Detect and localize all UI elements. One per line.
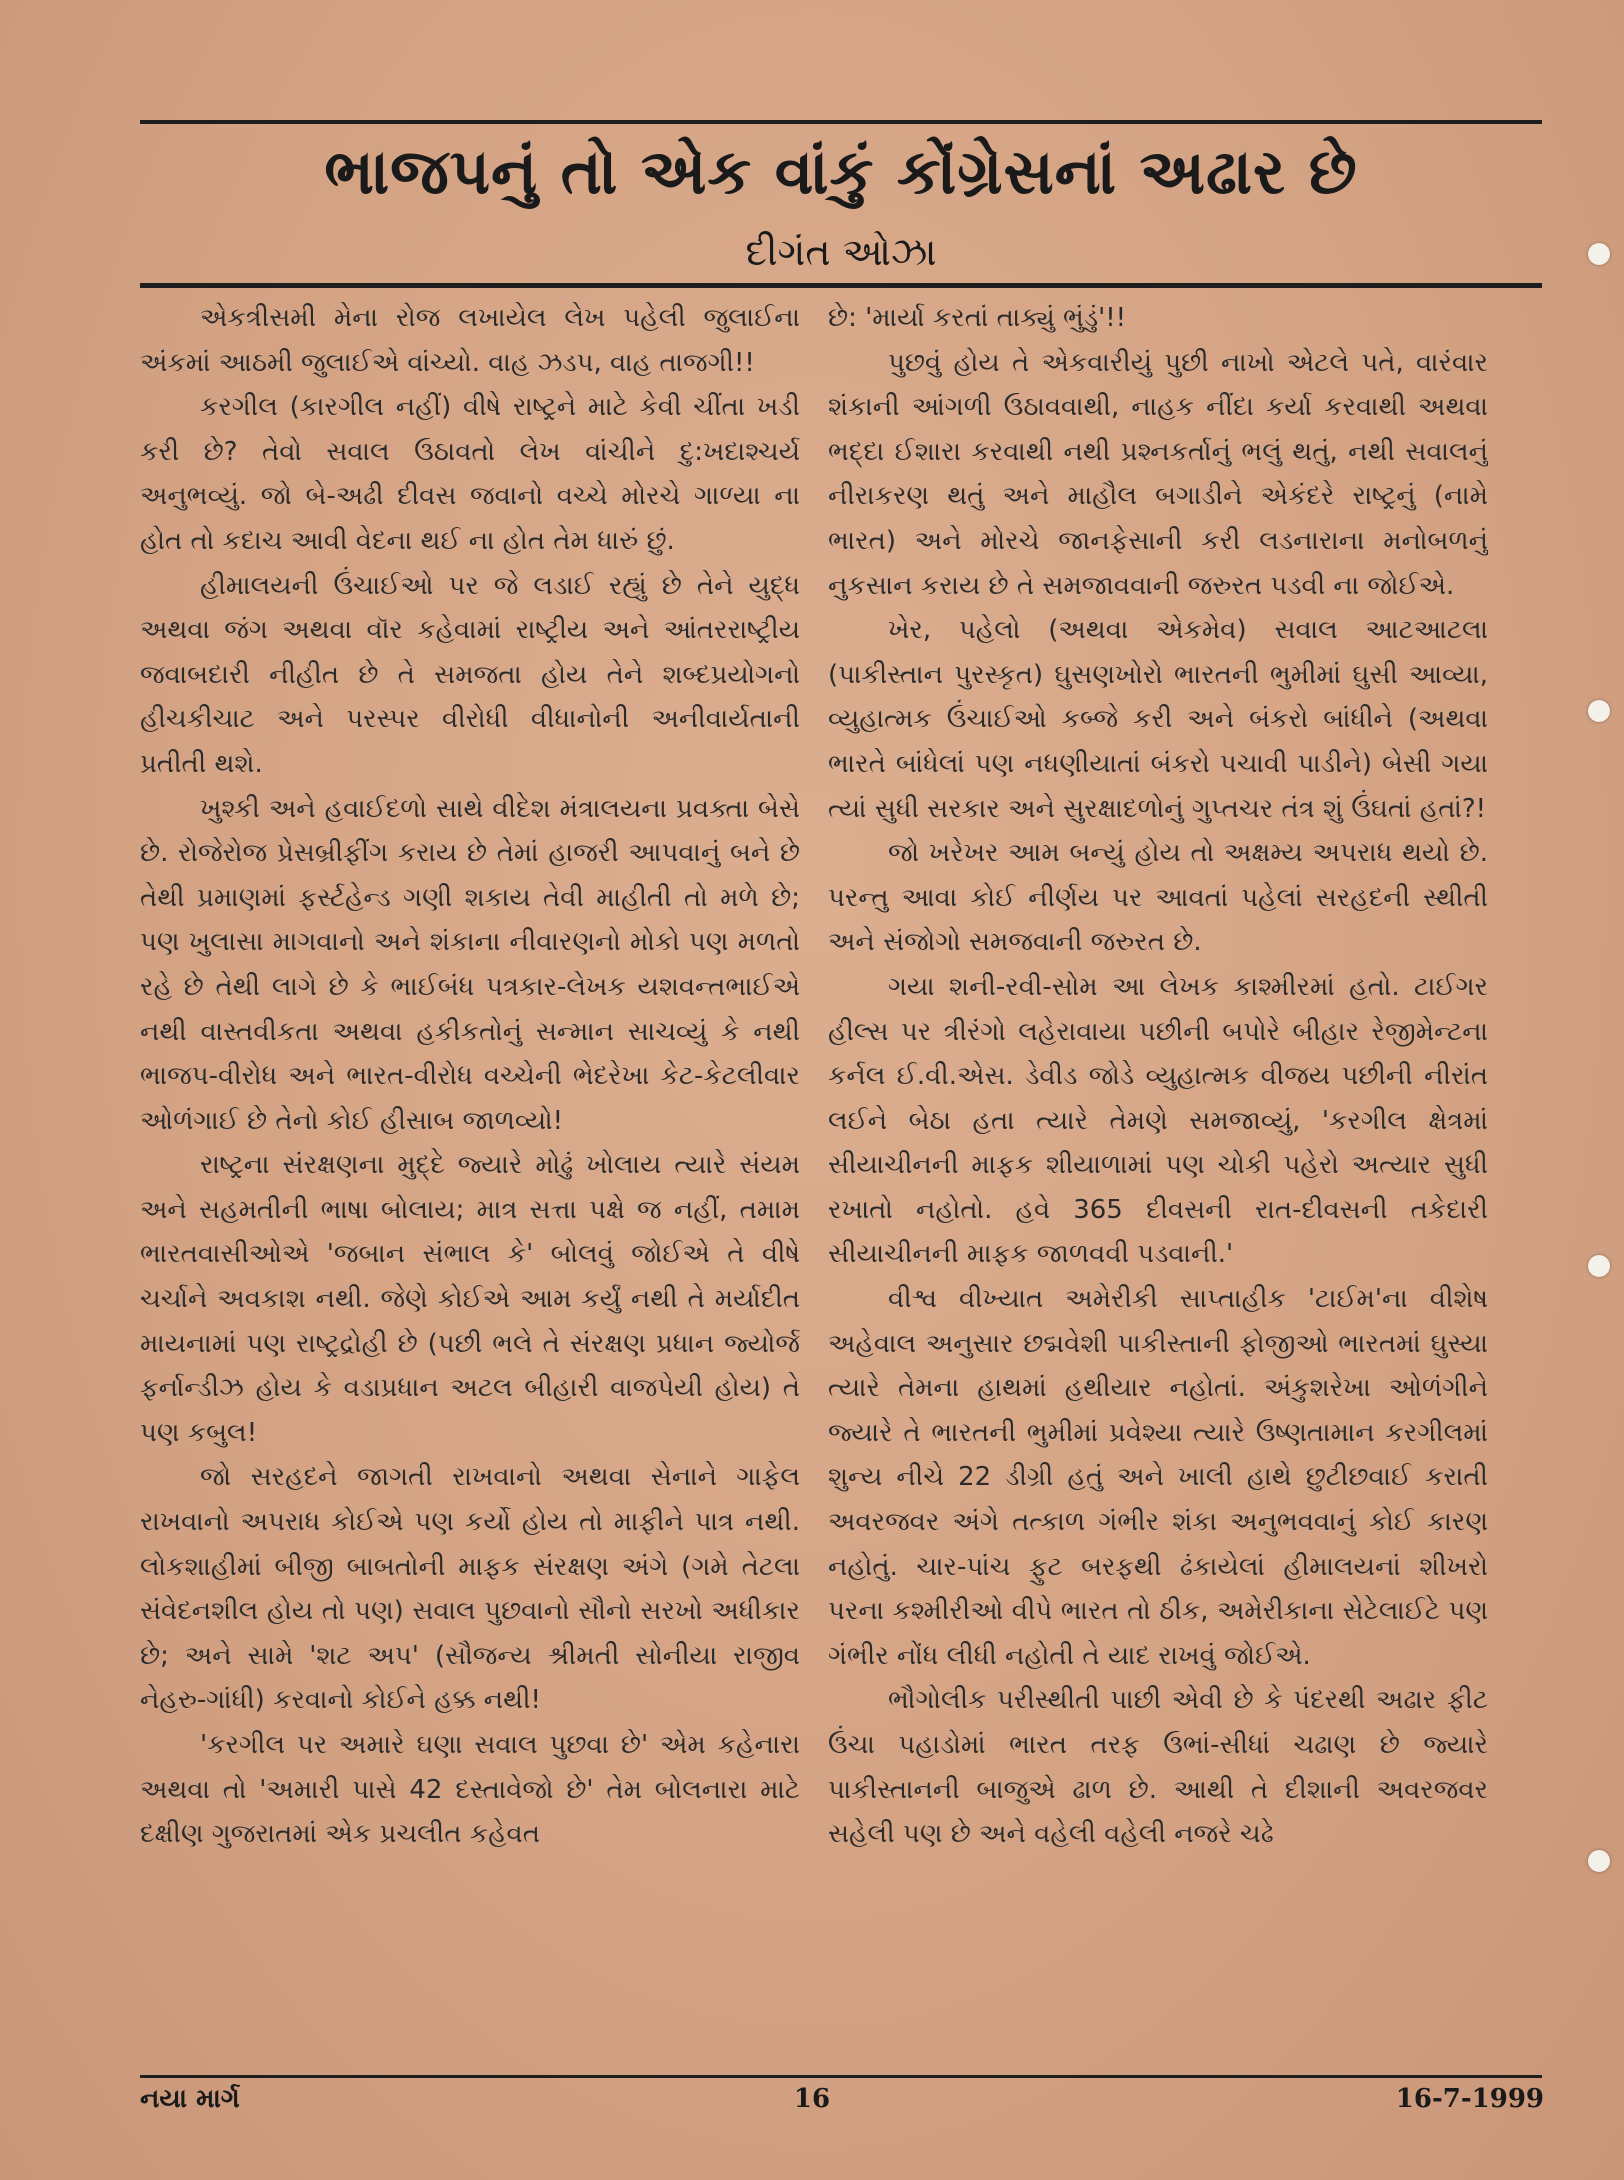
paragraph: એકત્રીસમી મેના રોજ લખાયેલ લેખ પહેલી જુલાઈના અંકમાં આઠમી જુલાઈએ વાંચ્યો. વાહ ઝડપ, વાહ તાજગી!! <box>140 303 800 378</box>
left-column <box>140 296 800 2066</box>
paragraph: ગયા શની-રવી-સોમ આ લેખક કાશ્મીરમાં હતો. ટાઈગર હીલ્સ પર ત્રીરંગો લહેરાવાયા પછીની બપોરે બીહાર રેજીમેન્ટના કર્નલ ઈ.વી.એસ. ડેવીડ જોડે વ્યુહાત્મક વીજય પછીની નીરાંત લઈને બેઠા હતા ત્યારે તેમણે સમજાવ્યું, 'કરગીલ ક્ષેત્રમાં સીયાચીનની માફક શીયાળામાં પણ ચોકી પહેરો અત્યાર સુધી રખાતો નહોતો. હવે 365 દીવસની રાત-દીવસની તકેદારી સીયાચીનની માફક જાળવવી પડવાની.' <box>828 971 1488 1270</box>
paragraph: કરગીલ (કારગીલ નહીં) વીષે રાષ્ટ્રને માટે કેવી ચીંતા ખડી કરી છે? તેવો સવાલ ઉઠાવતો લેખ વાંચીને દુ:ખદાશ્ચર્ય અનુભવ્યું. જો બે-અઢી દીવસ જવાનો વચ્ચે મોરચે ગાળ્યા ના હોત તો કદાચ આવી વેદના થઈ ના હોત તેમ ધારું છું. <box>140 392 800 556</box>
top-rule <box>140 120 1542 124</box>
paragraph: હીમાલયની ઉંચાઈઓ પર જે લડાઈ રહ્યું છે તેને યુદ્ધ અથવા જંગ અથવા વૉર કહેવામાં રાષ્ટ્રીય અને આંતરરાષ્ટ્રીય જવાબદારી નીહીત છે તે સમજતા હોય તેને શબ્દપ્રયોગનો હીચકીચાટ અને પરસ્પર વીરોધી વીધાનોની અનીવાર્યતાની પ્રતીતી થશે. <box>140 570 800 779</box>
article-title: ભાજપનું તો એક વાંકું કોંગ્રેસનાં અઢાર છે <box>324 135 1358 208</box>
paragraph: છે: 'માર્યા કરતાં તાક્યું ભુંડું'!! <box>828 303 1127 333</box>
binding-hole <box>1588 243 1610 265</box>
article-author: દીગંત ઓઝા <box>745 230 937 274</box>
paragraph: જો સરહદને જાગતી રાખવાનો અથવા સેનાને ગાફેલ રાખવાનો અપરાધ કોઈએ પણ કર્યો હોય તો માફીને પાત્ર નથી. લોકશાહીમાં બીજી બાબતોની માફક સંરક્ષણ અંગે (ગમે તેટલા સંવેદનશીલ હોય તો પણ) સવાલ પુછવાનો સૌનો સરખો અધીકાર છે; અને સામે 'શટ અપ' (સૌજન્ય શ્રીમતી સોનીયા રાજીવ નેહરુ-ગાંધી) કરવાનો કોઈને હક્ક નથી! <box>140 1462 800 1716</box>
binding-hole <box>1588 1850 1610 1872</box>
paragraph: ભૌગોલીક પરીસ્થીતી પાછી એવી છે કે પંદરથી અઢાર ફીટ ઉંચા પહાડોમાં ભારત તરફ ઉભાં-સીધાં ચઢાણ છે જ્યારે પાકીસ્તાનની બાજુએ ઢાળ છે. આથી તે દીશાની અવરજવર સહેલી પણ છે અને વહેલી વહેલી નજરે ચઢે <box>828 1685 1488 1850</box>
publication-name: નયા માર્ગ <box>140 2084 240 2114</box>
footer-rule <box>140 2075 1542 2078</box>
page-number: 16 <box>793 2084 831 2114</box>
paragraph: રાષ્ટ્રના સંરક્ષણના મુદ્દે જ્યારે મોઢું ખોલાય ત્યારે સંયમ અને સહમતીની ભાષા બોલાય; માત્ર સત્તા પક્ષે જ નહીં, તમામ ભારતવાસીઓએ 'જબાન સંભાલ કે' બોલવું જોઈએ તે વીષે ચર્ચાને અવકાશ નથી. જેણે કોઈએ આમ કર્યું નથી તે મર્યાદીત માયનામાં પણ રાષ્ટ્રદ્રોહી છે (પછી ભલે તે સંરક્ષણ પ્રધાન જ્યોર્જ ફર્નાન્ડીઝ હોય કે વડાપ્રધાન અટલ બીહારી વાજપેયી હોય) તે પણ કબુલ! <box>140 1150 800 1448</box>
issue-date: 16-7-1999 <box>1395 2084 1544 2114</box>
paragraph: પુછવું હોય તે એકવારીયું પુછી નાખો એટલે પતે, વારંવાર શંકાની આંગળી ઉઠાવવાથી, નાહક નીંદા કર્યા કરવાથી અથવા ભદ્દા ઈશારા કરવાથી નથી પ્રશ્નકર્તાનું ભલું થતું, નથી સવાલનું નીરાકરણ થતું અને માહૌલ બગાડીને એકંદરે રાષ્ટ્રનું (નામે ભારત) અને મોરચે જાનફેસાની કરી લડનારાના મનોબળનું નુકસાન કરાય છે તે સમજાવવાની જરુરત પડવી ના જોઈએ. <box>828 347 1488 601</box>
paragraph: 'કરગીલ પર અમારે ઘણા સવાલ પુછવા છે' એમ કહેનારા અથવા તો 'અમારી પાસે 42 દસ્તાવેજો છે' તેમ બોલનારા માટે દક્ષીણ ગુજરાતમાં એક પ્રચલીત કહેવત <box>140 1730 800 1850</box>
paragraph: જો ખરેખર આમ બન્યું હોય તો અક્ષમ્ય અપરાધ થયો છે. પરન્તુ આવા કોઈ નીર્ણય પર આવતાં પહેલાં સરહદની સ્થીતી અને સંજોગો સમજવાની જરુરત છે. <box>828 838 1488 958</box>
binding-hole <box>1588 1255 1610 1277</box>
right-column <box>828 296 1488 2066</box>
binding-hole <box>1588 700 1610 722</box>
paragraph: ખેર, પહેલો (અથવા એકમેવ) સવાલ આટઆટલા (પાકીસ્તાન પુરસ્કૃત) ઘુસણખોરો ભારતની ભુમીમાં ઘુસી આવ્યા, વ્યુહાત્મક ઉંચાઈઓ કબ્જે કરી અને બંકરો બાંધીને (અથવા ભારતે બાંધેલાં પણ નધણીયાતાં બંકરો પચાવી પાડીને) બેસી ગયા ત્યાં સુધી સરકાર અને સુરક્ષાદળોનું ગુપ્તચર તંત્ર શું ઉંઘતાં હતાં?! <box>828 615 1488 824</box>
paragraph: વીશ્વ વીખ્યાત અમેરીકી સાપ્તાહીક 'ટાઈમ'ના વીશેષ અહેવાલ અનુસાર છદ્મવેશી પાકીસ્તાની ફોજીઓ ભારતમાં ઘુસ્યા ત્યારે તેમના હાથમાં હથીયાર નહોતાં. અંકુશરેખા ઓળંગીને જ્યારે તે ભારતની ભુમીમાં પ્રવેશ્યા ત્યારે ઉષ્ણતામાન કરગીલમાં શુન્ય નીચે 22 ડીગ્રી હતું અને ખાલી હાથે છુટીછવાઈ કરાતી અવરજવર અંગે તત્કાળ ગંભીર શંકા અનુભવવાનું કોઈ કારણ નહોતું. ચાર-પાંચ ફુટ બરફથી ઢંકાયેલાં હીમાલયનાં શીખરો પરના કશ્મીરીઓ વીપે ભારત તો ઠીક, અમેરીકાના સેટેલાઈટે પણ ગંભીર નોંધ લીધી નહોતી તે યાદ રાખવું જોઈએ. <box>828 1284 1488 1671</box>
paragraph: ખુશ્કી અને હવાઈદળો સાથે વીદેશ મંત્રાલયના પ્રવક્તા બેસે છે. રોજેરોજ પ્રેસબ્રીફીંગ કરાય છે તેમાં હાજરી આપવાનું બને છે તેથી પ્રમાણમાં ફર્સ્ટહેન્ડ ગણી શકાય તેવી માહીતી તો મળે છે; પણ ખુલાસા માગવાનો અને શંકાના નીવારણનો મોકો પણ મળતો રહે છે તેથી લાગે છે કે ભાઈબંધ પત્રકાર-લેખક યશવન્તભાઈએ નથી વાસ્તવીકતા અથવા હકીકતોનું સન્માન સાચવ્યું કે નથી ભાજપ-વીરોધ અને ભારત-વીરોધ વચ્ચેની ભેદરેખા કેટ-કેટલીવાર ઓળંગાઈ છે તેનો કોઈ હીસાબ જાળવ્યો! <box>140 793 800 1136</box>
header-rule <box>140 283 1542 288</box>
